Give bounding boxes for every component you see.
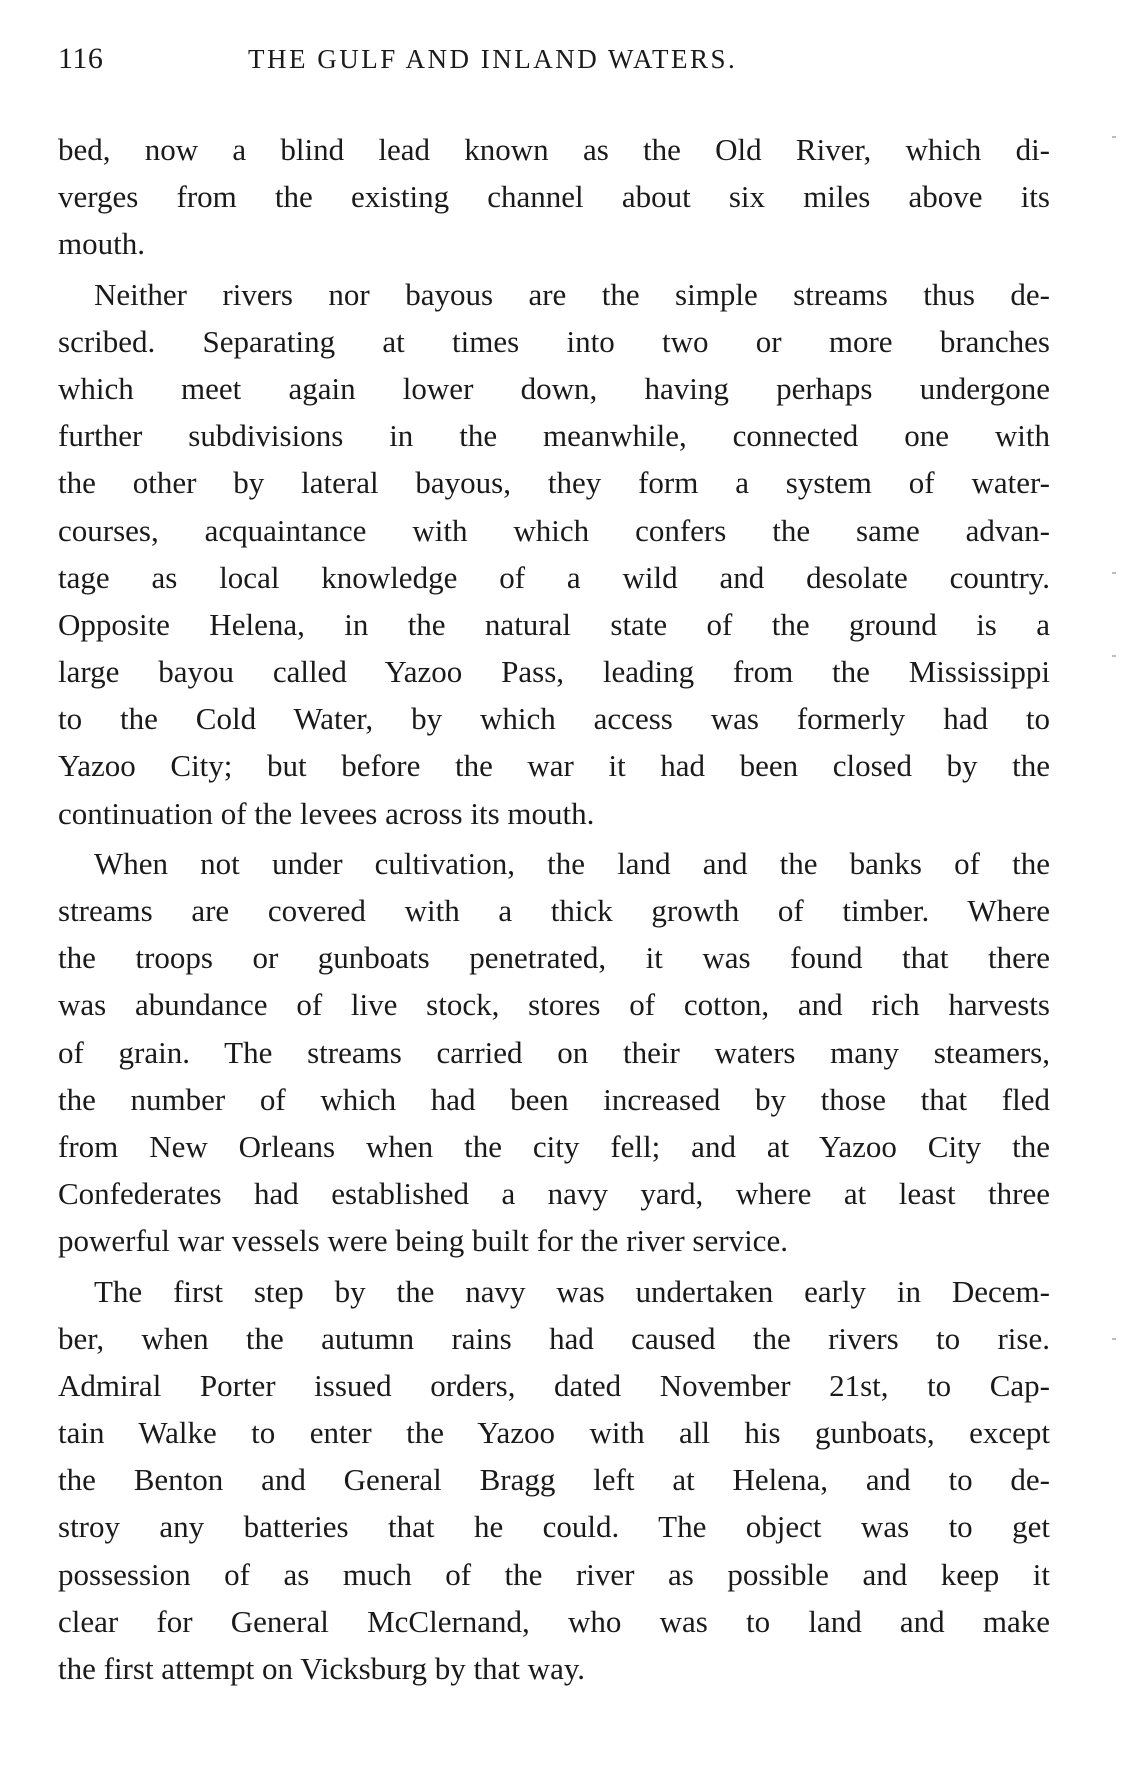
page-number: 116 <box>58 42 104 75</box>
paragraph-4 <box>58 1268 1050 1693</box>
text-line: Yazoo City; but before the war it had been closed by the <box>58 748 1050 784</box>
text-line: Confederates had established a navy yard, where at least three <box>58 1176 1050 1212</box>
scan-speck <box>1112 136 1116 138</box>
text-line: the troops or gunboats penetrated, it was found that there <box>58 940 1050 976</box>
text-line: stroy any batteries that he could. The object was to get <box>58 1509 1050 1545</box>
running-head <box>58 42 1048 86</box>
scan-speck <box>1112 572 1116 574</box>
paragraph-3 <box>58 840 1050 1265</box>
paragraph-1 <box>58 126 1050 268</box>
text-line: further subdivisions in the meanwhile, connected one with <box>58 418 1050 454</box>
text-line: Neither rivers nor bayous are the simple streams thus de- <box>94 276 1050 312</box>
text-line: Opposite Helena, in the natural state of the ground is a <box>58 606 1050 642</box>
text-line: possession of as much of the river as possible and keep it <box>58 1556 1050 1592</box>
text-line: verges from the existing channel about six miles above its <box>58 179 1050 215</box>
text-line: the number of which had been increased by those that fled <box>58 1081 1050 1117</box>
text-line: courses, acquaintance with which confers the same advan- <box>58 512 1050 548</box>
text-line: large bayou called Yazoo Pass, leading from the Mississippi <box>58 654 1050 690</box>
text-line: scribed. Separating at times into two or more branches <box>58 323 1050 359</box>
scan-speck <box>1112 1338 1116 1340</box>
text-line: the other by lateral bayous, they form a system of water- <box>58 465 1050 501</box>
text-line: clear for General McClernand, who was to land and make <box>58 1603 1050 1639</box>
text-line: The first step by the navy was undertaken early in Decem- <box>94 1273 1050 1309</box>
scan-edge-marks <box>1112 0 1122 1782</box>
body-text <box>58 126 1050 1692</box>
text-line: the first attempt on Vicksburg by that way. <box>58 1651 586 1686</box>
text-line: tage as local knowledge of a wild and desolate country. <box>58 559 1050 595</box>
text-line: of grain. The streams carried on their waters many steamers, <box>58 1034 1050 1070</box>
scan-speck <box>1112 655 1116 657</box>
running-title: THE GULF AND INLAND WATERS. <box>248 44 738 74</box>
text-line: continuation of the levees across its mouth. <box>58 795 595 831</box>
paragraph-2 <box>58 271 1050 837</box>
text-line: When not under cultivation, the land and the banks of the <box>94 845 1050 881</box>
text-line: from New Orleans when the city fell; and at Yazoo City the <box>58 1128 1050 1164</box>
text-line: tain Walke to enter the Yazoo with all his gunboats, except <box>58 1415 1050 1451</box>
text-line: the Benton and General Bragg left at Helena, and to de- <box>58 1462 1050 1498</box>
text-line: which meet again lower down, having perhaps undergone <box>58 370 1050 406</box>
text-line: Admiral Porter issued orders, dated November 21st, to Cap- <box>58 1367 1050 1403</box>
text-line: was abundance of live stock, stores of cotton, and rich harvests <box>58 987 1050 1023</box>
text-line: ber, when the autumn rains had caused the rivers to rise. <box>58 1320 1050 1356</box>
text-line: powerful war vessels were being built for the river service. <box>58 1223 788 1259</box>
text-line: streams are covered with a thick growth of timber. Where <box>58 893 1050 928</box>
text-line: bed, now a blind lead known as the Old River, which di- <box>58 132 1050 167</box>
text-line: mouth. <box>58 226 145 262</box>
text-line: to the Cold Water, by which access was formerly had to <box>58 701 1050 737</box>
